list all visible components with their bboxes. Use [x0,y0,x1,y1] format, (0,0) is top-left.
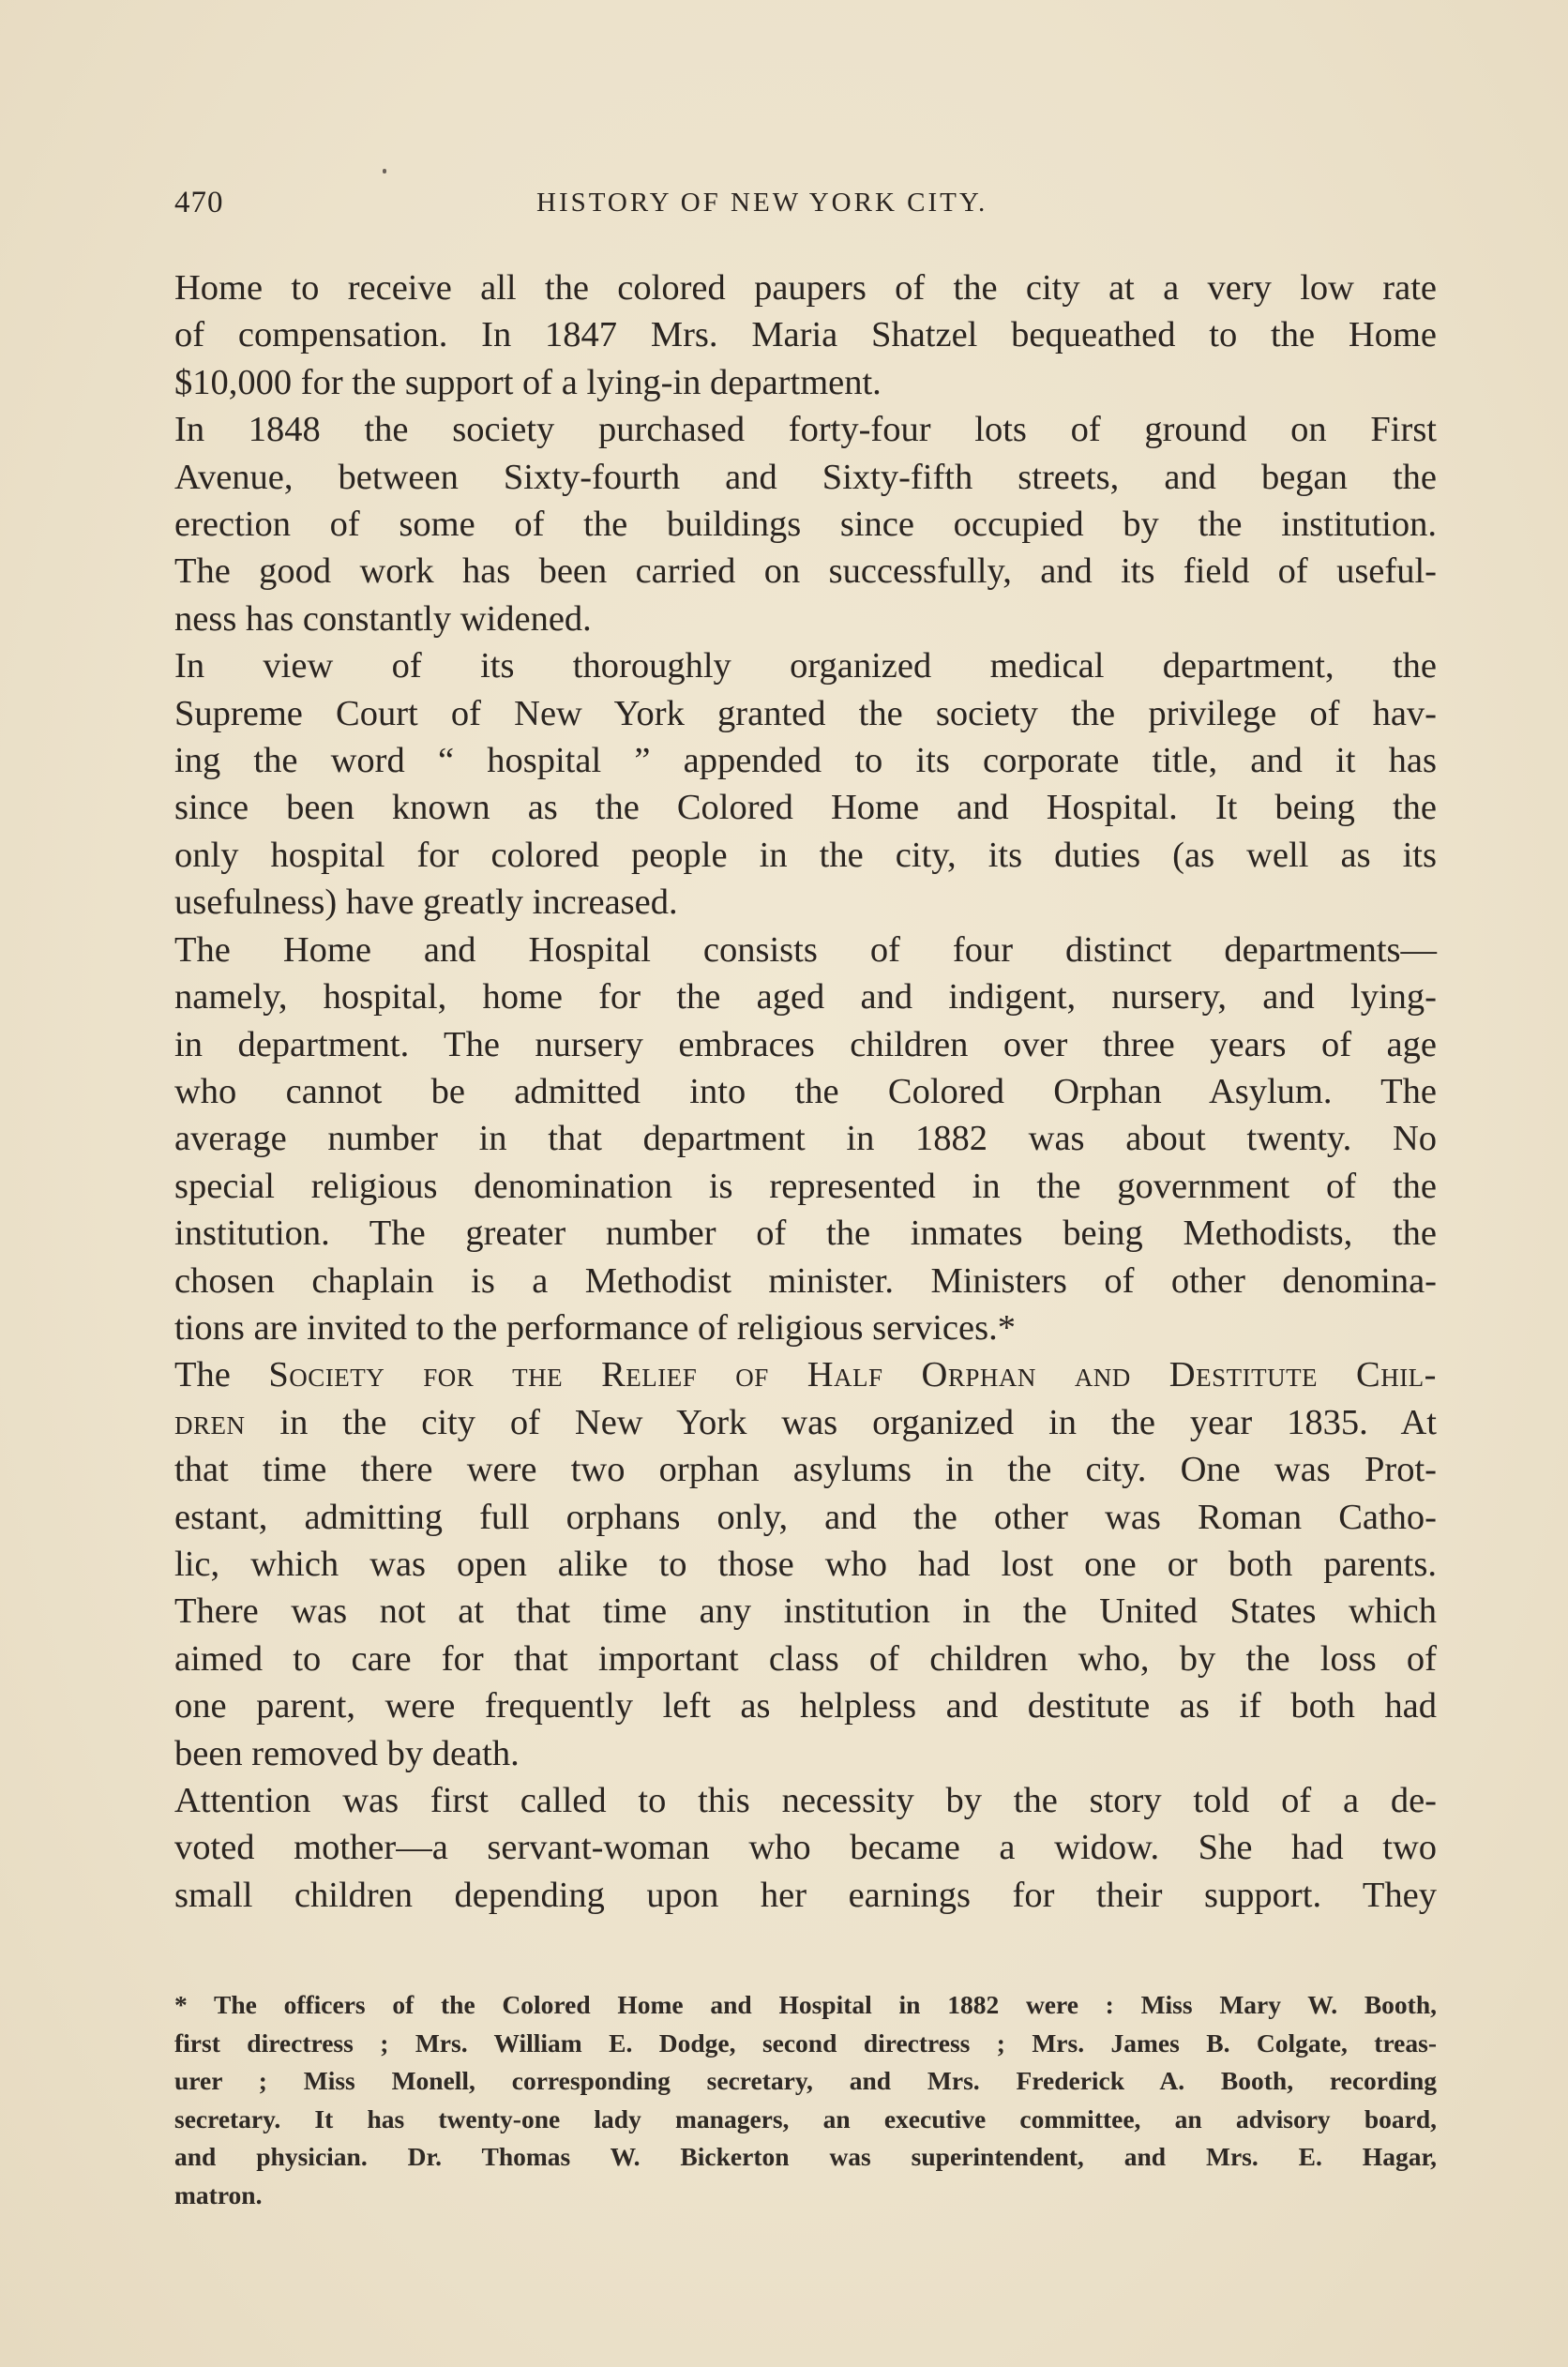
running-head: HISTORY OF NEW YORK CITY. [536,188,988,218]
text-line: There was not at that time any institution in the United States which [174,1591,1437,1632]
text-line-society-title: The Society for the Relief of Half Orphan and Destitute Chil- [174,1355,1437,1395]
footnote-line: urer ; Miss Monell, corresponding secretary, and Mrs. Frederick A. Booth, recording [174,2066,1437,2096]
text-line: namely, hospital, home for the aged and indigent, nursery, and lying- [174,977,1437,1018]
text-line: lic, which was open alike to those who had lost one or both parents. [174,1544,1437,1584]
footnote-line: * The officers of the Colored Home and Hospital in 1882 were : Miss Mary W. Booth, [174,1990,1437,2019]
text-line: Supreme Court of New York granted the society the privilege of hav- [174,693,1437,733]
text-line: estant, admitting full orphans only, and the other was Roman Catho- [174,1497,1437,1537]
text-line: dren in the city of New York was organized in the year 1835. At [174,1402,1437,1442]
body-text [174,264,1437,1919]
text-line: been removed by death. [174,1733,520,1773]
footnote-line: matron. [174,2179,263,2209]
text-line: Avenue, between Sixty-fourth and Sixty-fifth streets, and began the [174,457,1437,497]
text-line: small children depending upon her earnings for their support. They [174,1875,1437,1915]
text-line: The Home and Hospital consists of four distinct departments— [174,929,1437,970]
text-line: voted mother—a servant-woman who became a widow. She had two [174,1828,1437,1868]
text-line: ing the word “ hospital ” appended to its corporate title, and it has [174,741,1437,781]
footnote [174,1986,1437,2215]
text-line: In view of its thoroughly organized medical department, the [174,646,1437,686]
society-name: Society for the Relief of Half Orphan and Destitute Chil- [268,1355,1437,1395]
text-line: ness has constantly widened. [174,598,592,639]
text-line: special religious denomination is represented in the government of the [174,1166,1437,1206]
footnote-line: first directress ; Mrs. William E. Dodge, second directress ; Mrs. James B. Colgate, treas- [174,2028,1437,2058]
text-line: usefulness) have greatly increased. [174,882,678,923]
text-line: of compensation. In 1847 Mrs. Maria Shatzel bequeathed to the Home [174,315,1437,355]
print-speck [383,169,386,173]
text-line: chosen chaplain is a Methodist minister. Ministers of other denomina- [174,1260,1437,1301]
page-number: 470 [174,186,224,219]
text-line: who cannot be admitted into the Colored Orphan Asylum. The [174,1071,1437,1111]
text-line: only hospital for colored people in the city, its duties (as well as its [174,835,1437,875]
text-line: tions are invited to the performance of religious services.* [174,1307,1016,1348]
text-line: In 1848 the society purchased forty-four lots of ground on First [174,410,1437,450]
text-line: Attention was first called to this necessity by the story told of a de- [174,1781,1437,1820]
text-line: $10,000 for the support of a lying-in department. [174,362,882,402]
text-line: one parent, were frequently left as helpless and destitute as if both had [174,1686,1437,1726]
text-line: aimed to care for that important class of children who, by the loss of [174,1638,1437,1679]
text-line: in department. The nursery embraces children over three years of age [174,1024,1437,1064]
society-name-cont: dren [174,1402,246,1442]
text-line: institution. The greater number of the inmates being Methodists, the [174,1214,1437,1254]
footnote-line: secretary. It has twenty-one lady managers, an executive committee, an advisory board, [174,2103,1437,2133]
footnote-line: and physician. Dr. Thomas W. Bickerton was superintendent, and Mrs. E. Hagar, [174,2142,1437,2172]
text-line: Home to receive all the colored paupers of the city at a very low rate [174,268,1437,308]
text-line: average number in that department in 1882 was about twenty. No [174,1119,1437,1159]
text-line: that time there were two orphan asylums in the city. One was Prot- [174,1450,1437,1490]
text-line: The good work has been carried on successfully, and its field of useful- [174,551,1437,592]
page-header [174,186,1437,233]
text-line: erection of some of the buildings since occupied by the institution. [174,505,1437,545]
text-line: since been known as the Colored Home and Hospital. It being the [174,788,1437,828]
